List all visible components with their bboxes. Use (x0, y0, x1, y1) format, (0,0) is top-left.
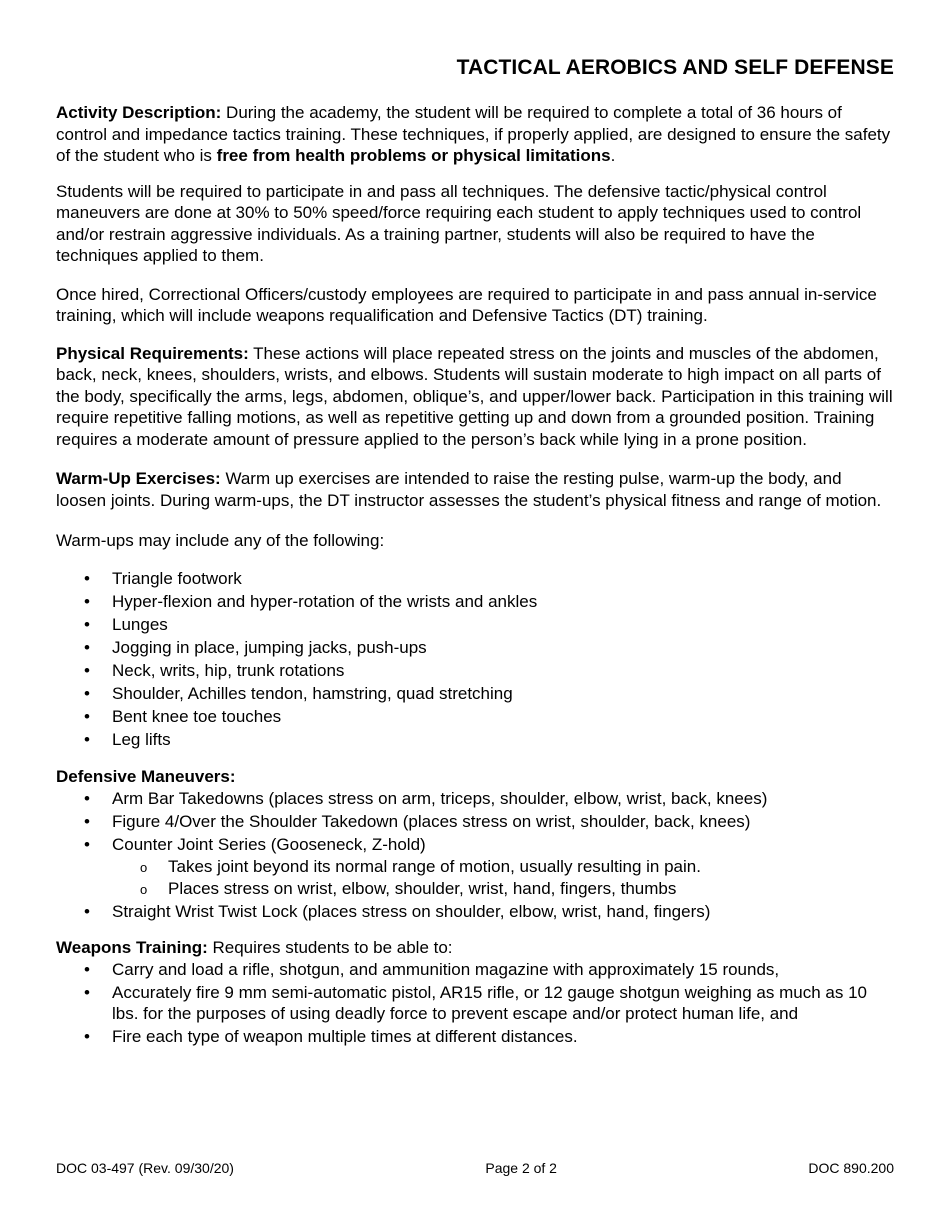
students-paragraph: Students will be required to participate in and pass all techniques. The defensive tactic/physical control maneuvers are done at 30% to 50% speed/force requiring each student to apply techniques used to control and/or restrain aggressive individuals. As a training partner, students will also be required to have the techniques applied to them. (56, 181, 862, 265)
physical-requirements (56, 343, 896, 451)
list-item: • Jogging in place, jumping jacks, push-ups (84, 637, 896, 659)
activity-emphasis: free from health problems or physical limitations (216, 146, 611, 165)
document-body (56, 102, 896, 1049)
list-item: • Figure 4/Over the Shoulder Takedown (places stress on wrist, shoulder, back, knees) (84, 811, 896, 833)
list-item: • Shoulder, Achilles tendon, hamstring, quad stretching (84, 683, 896, 705)
list-item: • Lunges (84, 614, 896, 636)
weapons-text: Requires students to be able to: (207, 938, 453, 957)
activity-end: . (610, 146, 616, 165)
activity-text: During the academy, the student will be required to complete a total of 36 hours of control and impedance tactics training. These techniques, if properly applied, are designed to ensure the safety of the student who is (56, 103, 891, 165)
list-item: • Triangle footwork (84, 568, 896, 590)
physical-label: Physical Requirements: (56, 343, 249, 363)
list-item: • Fire each type of weapon multiple times at different distances. (84, 1026, 896, 1048)
activity-label: Activity Description: (56, 103, 222, 122)
sub-list-item: o Places stress on wrist, elbow, shoulder, wrist, hand, fingers, thumbs (140, 878, 896, 900)
weapons-list (84, 959, 896, 1048)
sub-list (140, 856, 896, 899)
form-number: DOC 03-497 (Rev. 09/30/20) (56, 1160, 234, 1176)
list-item (84, 834, 896, 900)
physical-text: These actions will place repeated stress on the joints and muscles of the abdomen, back, neck, knees, shoulders, wrists, and elbows. Students will sustain moderate to high impact on all parts of the body, specifically the arms, legs, abdomen, oblique’s, and upper/lower back. Participation in this training will require repetitive falling motions, as well as repetitive getting up and down from a grounded position. Training requires a moderate amount of pressure applied to the person’s back while lying in a prone position. (56, 343, 893, 449)
list-item: • Leg lifts (84, 729, 896, 751)
list-item: • Carry and load a rifle, shotgun, and ammunition magazine with approximately 15 rounds, (84, 959, 896, 981)
list-item: • Accurately fire 9 mm semi-automatic pistol, AR15 rifle, or 12 gauge shotgun weighing as much as 10 lbs. for the purposes of using deadly force to prevent escape and/or protect human life, and (84, 982, 896, 1025)
page-number: Page 2 of 2 (485, 1160, 557, 1176)
warmup-exercises (56, 468, 896, 511)
list-item: • Straight Wrist Twist Lock (places stress on shoulder, elbow, wrist, hand, fingers) (84, 901, 896, 923)
warmup-list (84, 568, 896, 751)
list-item-text: Counter Joint Series (Gooseneck, Z-hold) (112, 834, 426, 854)
hired-paragraph: Once hired, Correctional Officers/custody employees are required to participate in and pass annual in-service training, which will include weapons requalification and Defensive Tactics (DT) training. (56, 284, 877, 325)
list-item: • Arm Bar Takedowns (places stress on arm, triceps, shoulder, elbow, wrist, back, knees) (84, 788, 896, 810)
defensive-label: Defensive Maneuvers: (56, 767, 236, 786)
list-item: • Hyper-flexion and hyper-rotation of the wrists and ankles (84, 591, 896, 613)
weapons-training (56, 937, 896, 959)
warmup-label: Warm-Up Exercises: (56, 469, 221, 488)
list-item: • Neck, writs, hip, trunk rotations (84, 660, 896, 682)
list-item: • Bent knee toe touches (84, 706, 896, 728)
warmup-text: Warm up exercises are intended to raise the resting pulse, warm-up the body, and loosen joints. During warm-ups, the DT instructor assesses the student’s physical fitness and range of motion. (56, 469, 882, 510)
page-footer (56, 1160, 894, 1176)
weapons-label: Weapons Training: (56, 938, 208, 957)
doc-policy-number: DOC 890.200 (808, 1160, 894, 1176)
defensive-list (84, 788, 896, 923)
warmup-intro: Warm-ups may include any of the following: (56, 531, 385, 550)
page-title: TACTICAL AEROBICS AND SELF DEFENSE (456, 56, 894, 79)
sub-list-item: o Takes joint beyond its normal range of motion, usually resulting in pain. (140, 856, 896, 878)
activity-description (56, 102, 896, 167)
